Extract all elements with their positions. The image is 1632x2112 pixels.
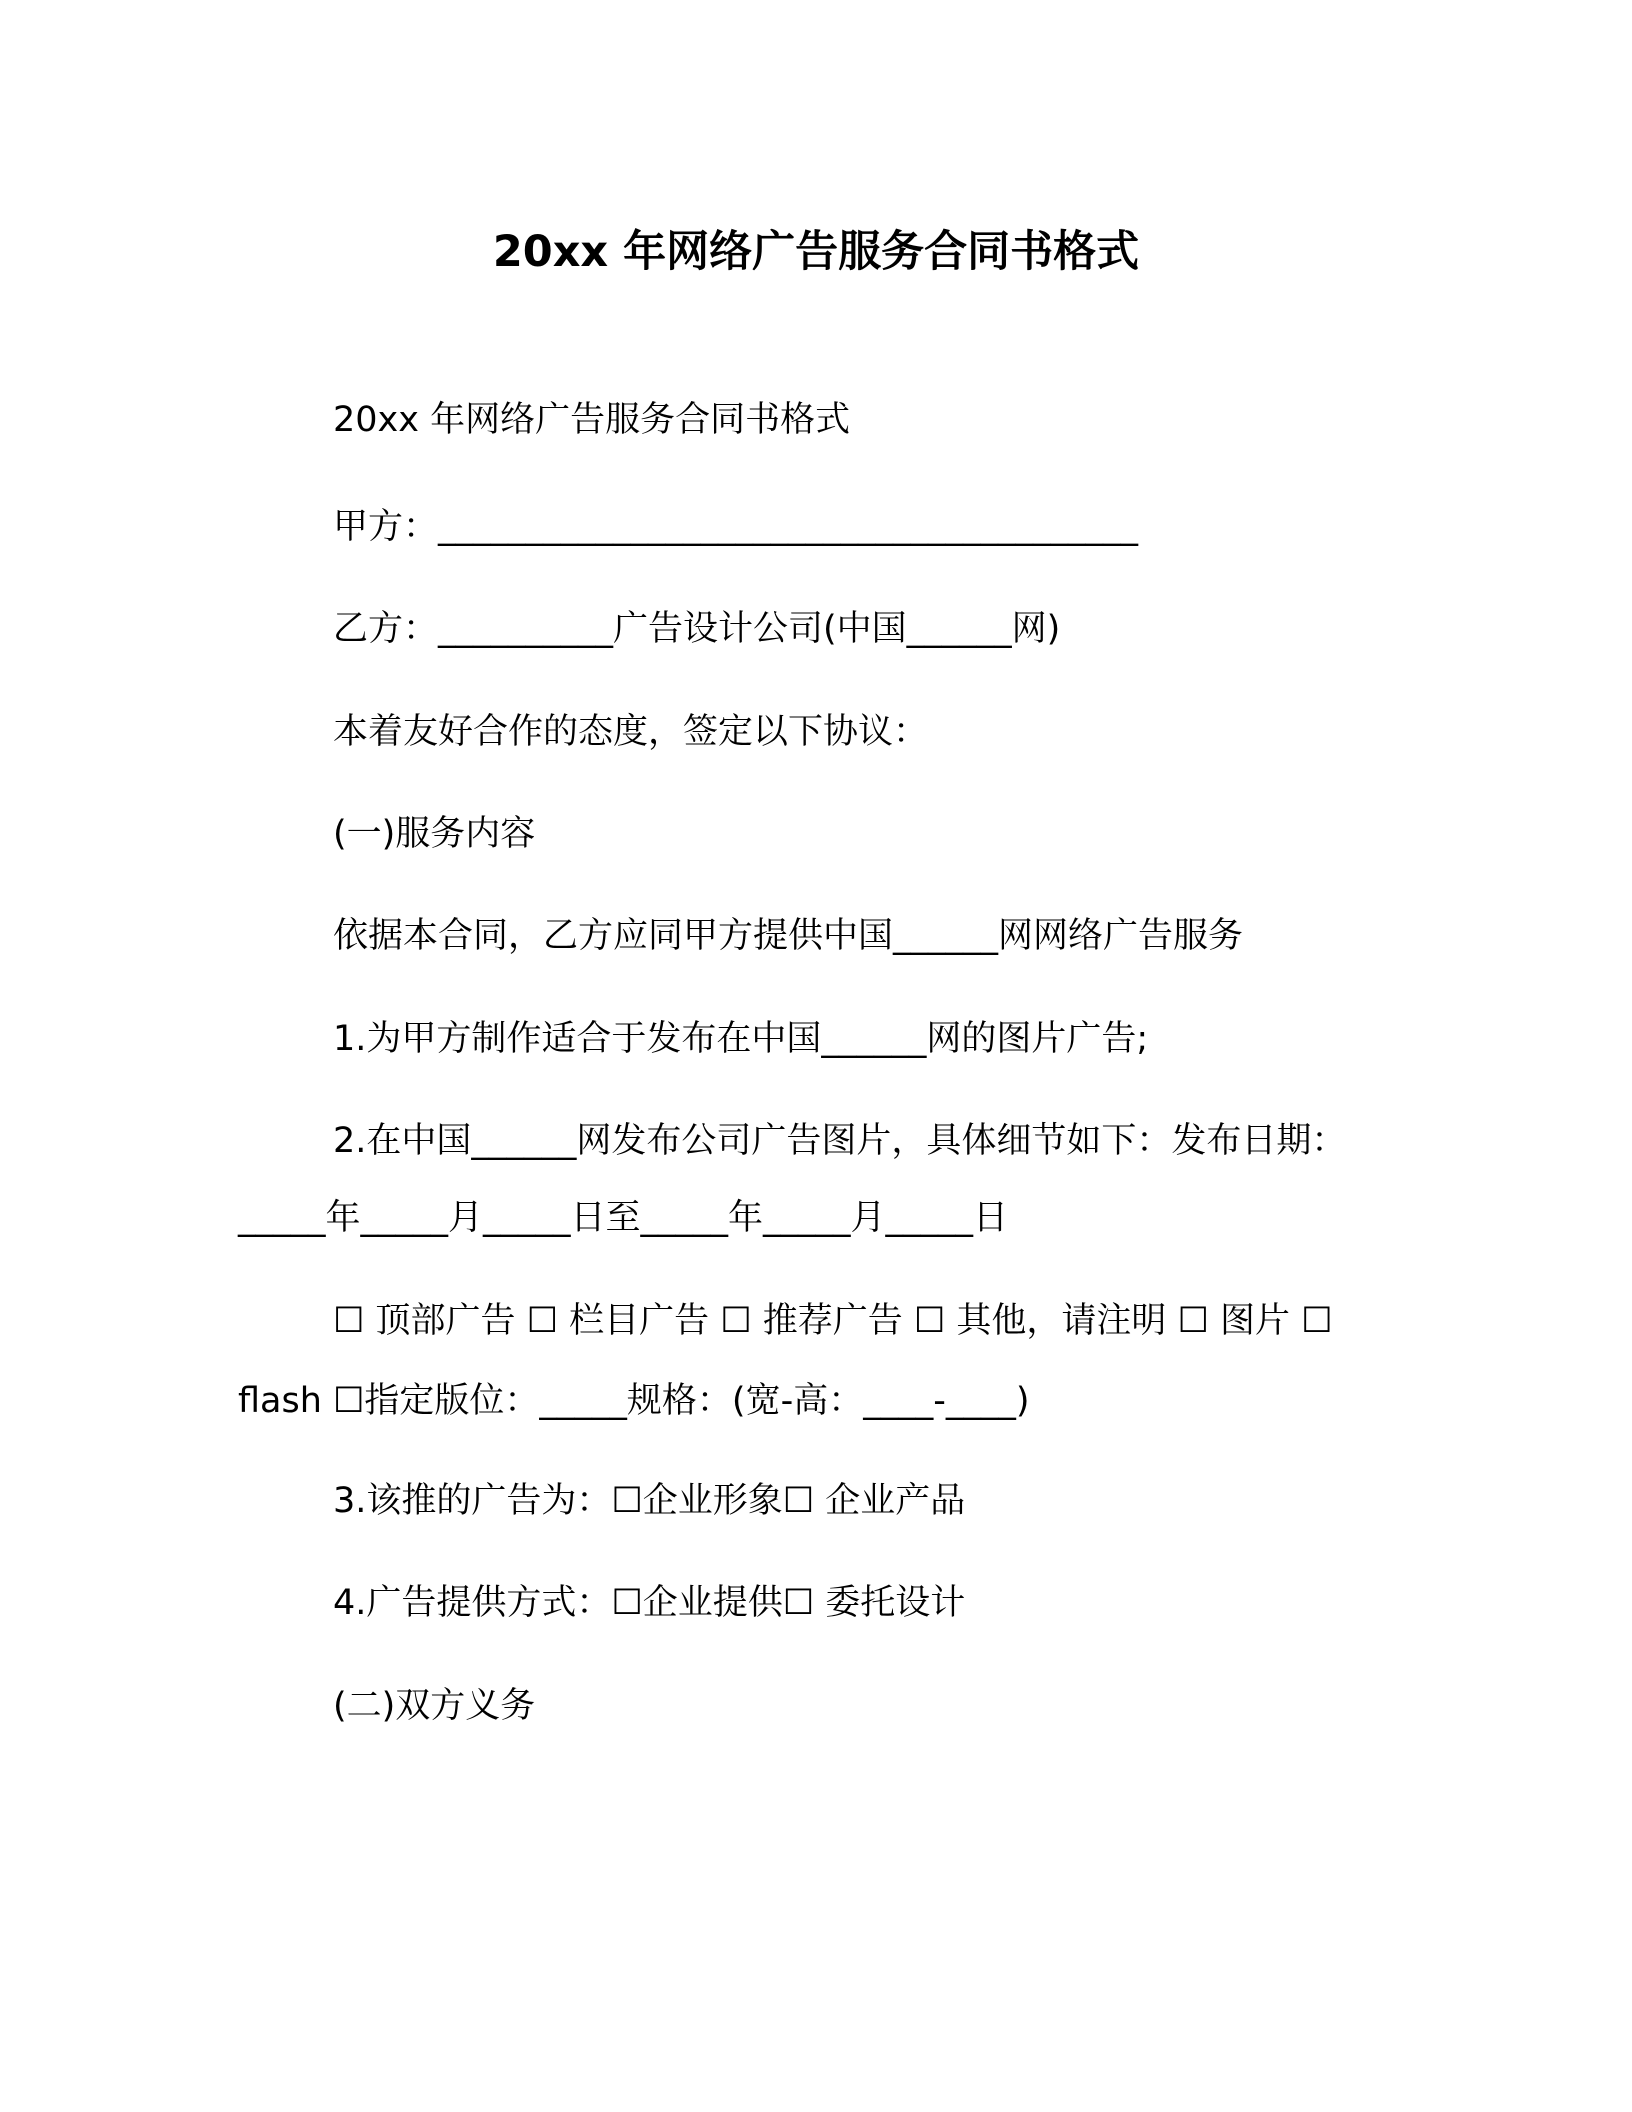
- party-a-line: 甲方：________________________________________: [333, 507, 1139, 547]
- service-intro-paragraph: 依据本合同，乙方应同甲方提供中国______网网络广告服务: [333, 916, 1244, 956]
- publish-date-range: _____年_____月_____日至_____年_____月_____日: [238, 1198, 1009, 1238]
- preamble-paragraph: 本着友好合作的态度，签定以下协议：: [333, 712, 929, 752]
- section-heading-service-content: (一)服务内容: [333, 814, 536, 854]
- party-b-line: 乙方：__________广告设计公司(中国______网): [333, 609, 1061, 649]
- clause-item-2: 2.在中国______网发布公司广告图片，具体细节如下：发布日期：: [333, 1121, 1347, 1161]
- clause-item-3: 3.该推的广告为：☐企业形象☐ 企业产品: [333, 1481, 966, 1521]
- document-subtitle: 20xx 年网络广告服务合同书格式: [333, 400, 851, 440]
- ad-options-line: ☐ 顶部广告 ☐ 栏目广告 ☐ 推荐广告 ☐ 其他，请注明 ☐ 图片 ☐: [333, 1301, 1333, 1341]
- clause-item-1: 1.为甲方制作适合于发布在中国______网的图片广告;: [333, 1019, 1149, 1059]
- ad-spec-line: flash ☐指定版位：_____规格：(宽-高：____-____): [238, 1381, 1030, 1421]
- document-title: 20xx 年网络广告服务合同书格式: [492, 227, 1140, 277]
- section-heading-obligations: (二)双方义务: [333, 1686, 536, 1726]
- clause-item-4: 4.广告提供方式：☐企业提供☐ 委托设计: [333, 1583, 966, 1623]
